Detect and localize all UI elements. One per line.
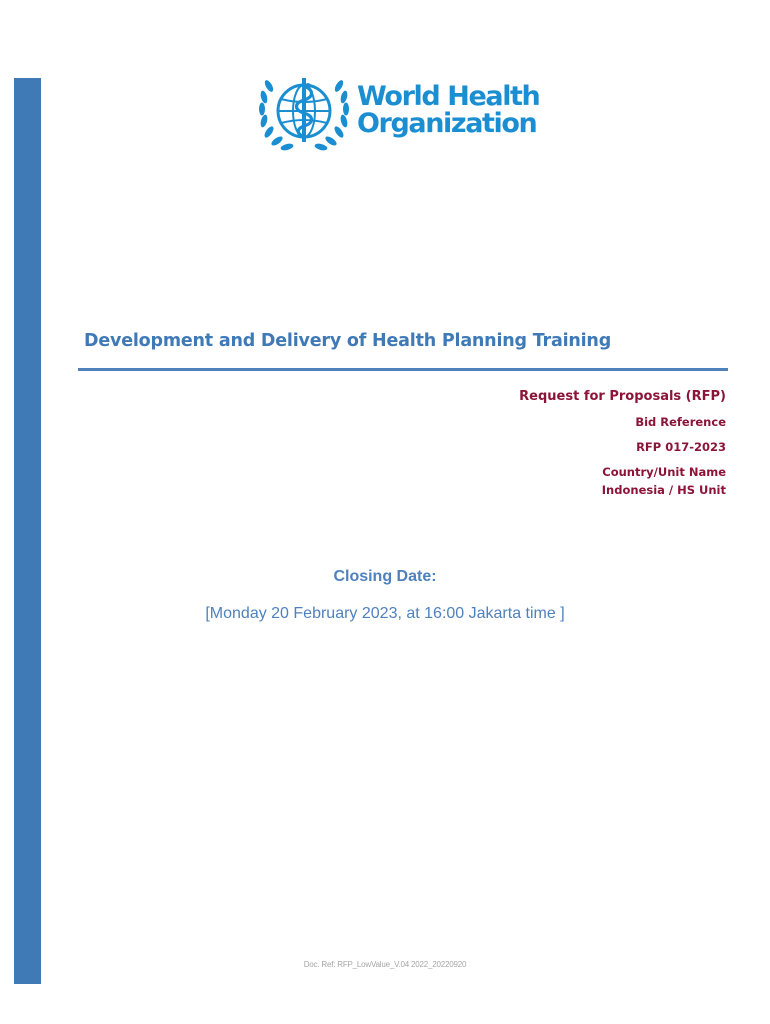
closing-date-value: [Monday 20 February 2023, at 16:00 Jakarta time ] <box>205 605 565 622</box>
bid-reference-label: Bid Reference <box>635 415 726 429</box>
who-logo-line-1: World Health <box>357 81 540 112</box>
closing-date-label: Closing Date: <box>333 568 437 585</box>
bid-reference-value: RFP 017-2023 <box>636 440 726 454</box>
who-logo <box>256 72 540 154</box>
document-reference-footer: Doc. Ref: RFP_LowValue_V.04 2022_20220920 <box>303 960 467 969</box>
title-divider <box>78 368 728 371</box>
rfp-heading: Request for Proposals (RFP) <box>519 389 726 404</box>
who-logo-wordmark <box>357 83 539 137</box>
rfp-info-block <box>519 387 726 499</box>
country-unit-label: Country/Unit Name <box>602 465 726 479</box>
document-title: Development and Delivery of Health Planning Training <box>84 331 612 351</box>
side-accent-bar <box>14 78 41 984</box>
who-logo-line-2: Organization <box>357 108 537 139</box>
country-unit-value: Indonesia / HS Unit <box>601 483 726 497</box>
who-emblem-icon <box>256 72 352 154</box>
